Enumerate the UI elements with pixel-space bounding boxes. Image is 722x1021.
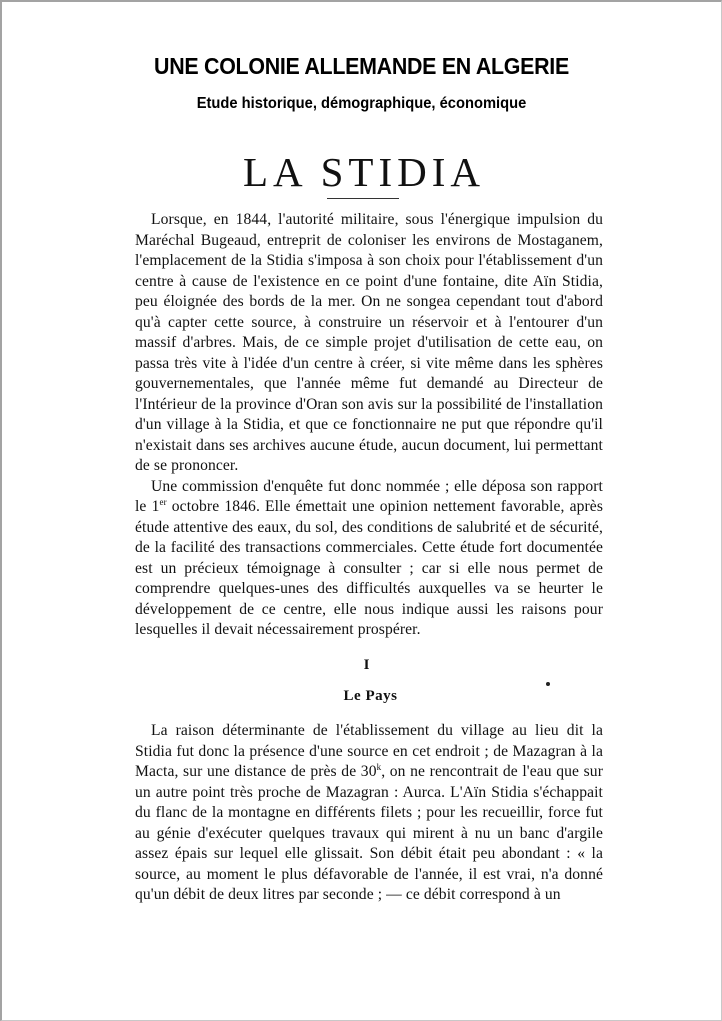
scanned-chapter-title: LA STIDIA <box>242 149 485 195</box>
document-subtitle: Etude historique, démographique, économique <box>196 95 527 112</box>
scan-speck <box>546 682 550 686</box>
section-heading: Le Pays <box>343 688 398 704</box>
paragraph-text: octobre 1846. Elle émettait une opinion nettement favorable, après étude attentive des eaux, du sol, des conditions de salubrité et de sécurité, de la facilité des transactions commerciales. Cette étude fort documentée est un précieux témoignage à consulter ; car si elle nous permet de comprendre quelques-unes des difficultés auxquelles va se heurter le développement de ce centre, elle nous indique aussi les raisons pour lesquelles il devait nécessairement prospérer. <box>135 498 603 638</box>
intro-text-block <box>135 210 603 641</box>
paragraph <box>135 477 603 641</box>
document-title: UNE COLONIE ALLEMANDE EN ALGERIE <box>154 53 569 79</box>
paragraph <box>135 210 603 477</box>
superscript: k <box>376 762 382 772</box>
section-text-block <box>135 721 603 906</box>
superscript: er <box>159 497 167 507</box>
paragraph <box>135 721 603 906</box>
paragraph-text: La raison déterminante de l'établissement du village au lieu dit la Stidia fut donc la présence d'une source en cet endroit ; de Mazagran à la Macta, sur une distance de près de 30 <box>135 722 603 780</box>
section-number: I <box>363 657 370 673</box>
paragraph-text: , on ne rencontrait de l'eau que sur un autre point très proche de Mazagran : Aurca. L'Aïn Stidia s'échappait du flanc de la montagne en différents filets ; pour les recueillir, force fut au génie d'exécuter quelques travaux qui mirent à nu un banc d'argile assez épais sur lequel elle glissait. Son débit était peu abondant : « la source, au moment le plus défavorable de l'année, il est vrai, n'a donné qu'un débit de deux litres par seconde ; — ce débit correspond à un <box>135 763 603 903</box>
title-divider <box>327 198 399 199</box>
paragraph-text: Une commission d'enquête fut donc nommée ; elle déposa son rapport le 1 <box>135 477 603 515</box>
paragraph-text: Lorsque, en 1844, l'autorité militaire, sous l'énergique impulsion du Maréchal Bugeaud, entreprit de coloniser les environs de Mostaganem, l'emplacement de la Stidia s'imposa à son choix pour l'établissement d'un centre à cause de l'existence en ce point d'une fontaine, dite Aïn Stidia, peu éloignée des bords de la mer. On ne songea cependant tout d'abord qu'à capter cette source, à construire un réservoir et à l'entourer d'un massif d'arbres. Mais, de ce simple projet d'utilisation de cette eau, on passa très vite à l'idée d'un centre à créer, si vite même dans les sphères gouvernementales, que l'année même fut demandé au Directeur de l'Intérieur de la province d'Oran son avis sur la possibilité de l'installation d'un village à la Stidia, et que ce fonctionnaire ne put que répondre qu'il n'existait dans ses archives aucune étude, aucun document, lui permettant de se prononcer. <box>135 211 603 474</box>
